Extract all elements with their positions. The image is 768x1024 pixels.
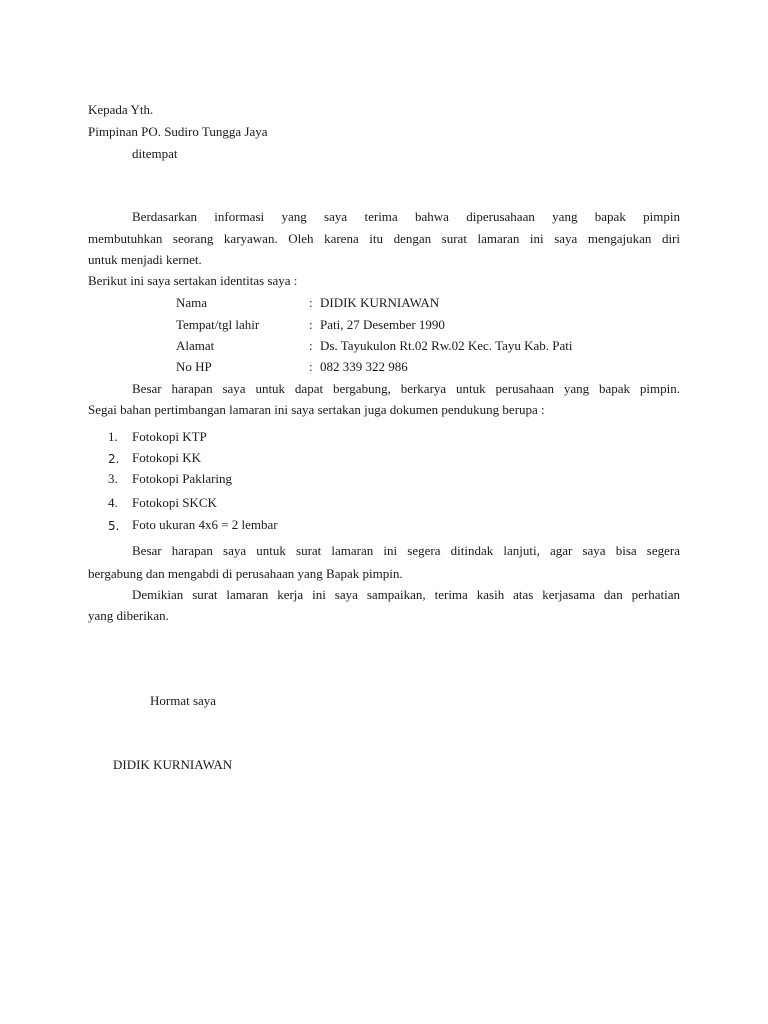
list-number: 4. [108,495,118,510]
identity-value-address: Ds. Tayukulon Rt.02 Rw.02 Kec. Tayu Kab. Pati [320,338,573,353]
list-number: 5. [108,519,120,533]
paragraph-1-line-3: untuk menjadi kernet. [88,252,202,267]
recipient-line-3: ditempat [132,146,178,161]
identity-label-name: Nama [176,295,208,310]
paragraph-3-line-2: bergabung dan mengabdi di perusahaan yang Bapak pimpin. [88,566,403,581]
list-item: Foto ukuran 4x6 = 2 lembar [132,517,278,532]
closing-greeting: Hormat saya [150,693,217,708]
list-number: 3. [108,471,118,486]
identity-label-phone: No HP [176,359,212,374]
identity-sep: : [309,295,313,310]
list-number: 2. [108,452,120,466]
identity-intro: Berikut ini saya sertakan identitas saya : [88,273,298,288]
list-item: Fotokopi KK [132,450,201,465]
identity-sep: : [309,359,313,374]
list-item: Fotokopi SKCK [132,495,217,510]
signature-name: DIDIK KURNIAWAN [113,757,233,772]
list-item: Fotokopi Paklaring [132,471,233,486]
recipient-line-1: Kepada Yth. [88,102,154,117]
paragraph-1-line-2: membutuhkan seorang karyawan. Oleh karena itu dengan surat lamaran ini saya mengajukan diri [88,231,680,246]
paragraph-4-line-2: yang diberikan. [88,608,169,623]
paragraph-4-line-1: Demikian surat lamaran kerja ini saya sampaikan, terima kasih atas kerjasama dan perhatian [132,587,680,602]
identity-label-birth: Tempat/tgl lahir [176,317,260,332]
identity-label-address: Alamat [176,338,215,353]
list-number: 1. [108,429,118,444]
identity-value-phone: 082 339 322 986 [320,359,408,374]
identity-sep: : [309,317,313,332]
identity-value-birth: Pati, 27 Desember 1990 [320,317,445,332]
paragraph-1-line-1: Berdasarkan informasi yang saya terima bahwa diperusahaan yang bapak pimpin [132,209,680,224]
paragraph-3-line-1: Besar harapan saya untuk surat lamaran ini segera ditindak lanjuti, agar saya bisa segera [132,543,680,558]
paragraph-2-line-1: Besar harapan saya untuk dapat bergabung, berkarya untuk perusahaan yang bapak pimpin. [132,381,680,396]
identity-value-name: DIDIK KURNIAWAN [320,295,440,310]
recipient-line-2: Pimpinan PO. Sudiro Tungga Jaya [88,124,268,139]
list-item: Fotokopi KTP [132,429,207,444]
identity-sep: : [309,338,313,353]
paragraph-2-line-2: Segai bahan pertimbangan lamaran ini saya sertakan juga dokumen pendukung berupa : [88,402,545,417]
